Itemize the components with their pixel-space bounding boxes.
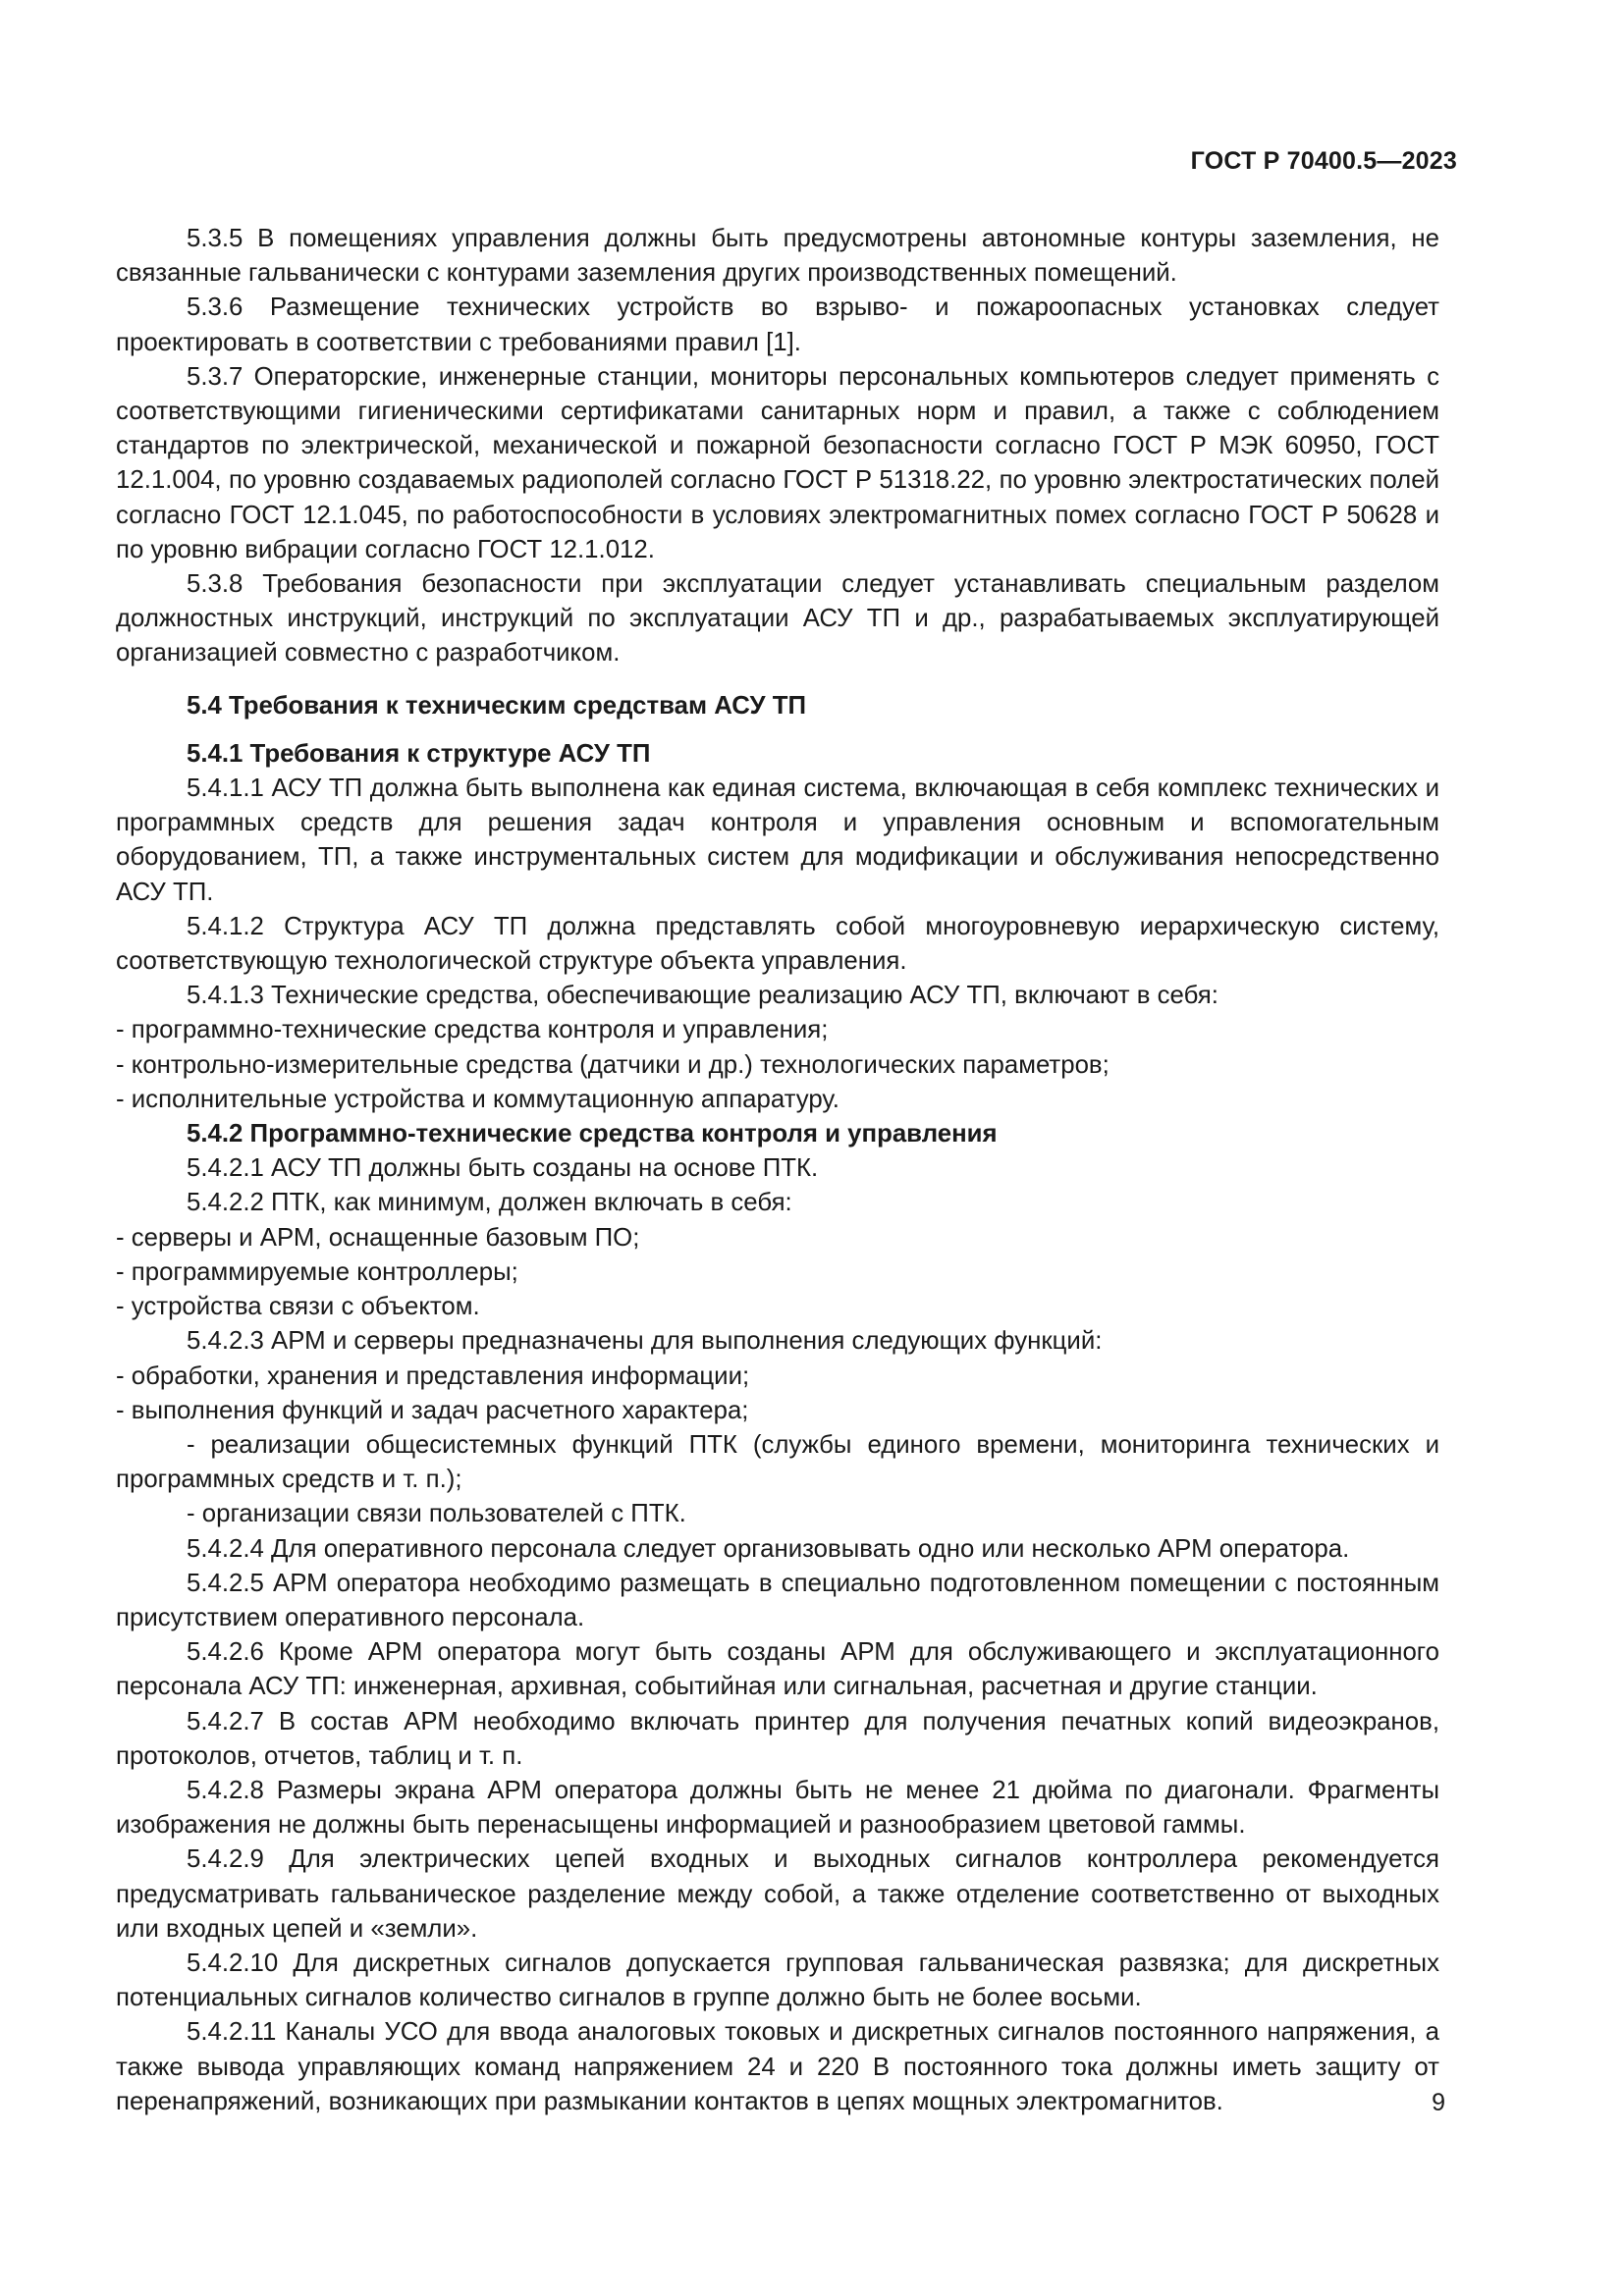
paragraph: 5.4.2.11 Каналы УСО для ввода аналоговых токовых и дискретных сигналов постоянного напряжения, а также вывода управляющих команд напряжением 24 и 220 В постоянного тока должны иметь защиту от перенапряжений, возникающих при размыкании контактов в цепях мощных электромагнитов. [116,2018,1439,2115]
list-item: - программируемые контроллеры; [116,1257,518,1286]
paragraph: 5.3.6 Размещение технических устройств во взрыво- и пожароопасных установках следует проектировать в соответствии с требованиями правил [1]. [116,294,1439,356]
subsection-heading: 5.4.2 Программно-технические средства контроля и управления [187,1120,998,1148]
paragraph: 5.4.2.1 АСУ ТП должны быть созданы на основе ПТК. [187,1154,819,1183]
paragraph: 5.3.8 Требования безопасности при эксплуатации следует устанавливать специальным разделом должностных инструкций, инструкций по эксплуатации АСУ ТП и др., разрабатываемых эксплуатирующей организацией совместно с разработчиком. [116,570,1439,667]
paragraph: 5.4.2.5 АРМ оператора необходимо размещать в специально подготовленном помещении с постоянным присутствием оперативного персонала. [116,1569,1439,1631]
paragraph: 5.4.2.2 ПТК, как минимум, должен включать в себя: [187,1189,792,1217]
list-item: - серверы и АРМ, оснащенные базовым ПО; [116,1223,640,1252]
document-code-header: ГОСТ Р 70400.5—2023 [1190,147,1457,175]
paragraph: 5.3.5 В помещениях управления должны быть предусмотрены автономные контуры заземления, не связанные гальванически с контурами заземления других производственных помещений. [116,225,1439,288]
paragraph: 5.4.2.8 Размеры экрана АРМ оператора должны быть не менее 21 дюйма по диагонали. Фрагменты изображения не должны быть перенасыщены информацией и разнообразием цветовой гаммы. [116,1776,1439,1840]
list-item: - исполнительные устройства и коммутационную аппаратуру. [116,1085,839,1113]
list-item: - контрольно-измерительные средства (датчики и др.) технологических параметров; [116,1050,1110,1079]
paragraph: 5.4.2.9 Для электрических цепей входных и выходных сигналов контроллера рекомендуется предусматривать гальваническое разделение между собой, а также отделение соответственно от выходных или входных цепей и «земли». [116,1845,1439,1943]
paragraph: 5.3.7 Операторские, инженерные станции, мониторы персональных компьютеров следует применять с соответствующими гигиеническими сертификатами санитарных норм и правил, а также с соблюдением стандартов по электрической, механической и пожарной безопасности согласно ГОСТ Р МЭК 60950, ГОСТ 12.1.004, по уровню создаваемых радиополей согласно ГОСТ Р 51318.22, по уровню электростатических полей согласно ГОСТ 12.1.045, по работоспособности в условиях электромагнитных помех согласно ГОСТ Р 50628 и по уровню вибрации согласно ГОСТ 12.1.012. [116,362,1439,563]
paragraph: 5.4.2.10 Для дискретных сигналов допускается групповая гальваническая развязка; для дискретных потенциальных сигналов количество сигналов в группе должно быть не более восьми. [116,1949,1439,2012]
paragraph: 5.4.2.3 АРМ и серверы предназначены для выполнения следующих функций: [187,1327,1103,1356]
list-item: - устройства связи с объектом. [116,1293,480,1321]
section-heading: 5.4 Требования к техническим средствам АСУ ТП [187,691,807,720]
subsection-heading: 5.4.1 Требования к структуре АСУ ТП [187,739,651,768]
list-item: - реализации общесистемных функций ПТК (службы единого времени, мониторинга технических и программных средств и т. п.); [116,1430,1439,1494]
paragraph: 5.4.1.1 АСУ ТП должна быть выполнена как единая система, включающая в себя комплекс технических и программных средств для решения задач контроля и управления основным и вспомогательным оборудованием, ТП, а также инструментальных систем для модификации и обслуживания непосредственно АСУ ТП. [116,774,1439,906]
list-item: - организации связи пользователей с ПТК. [187,1500,686,1528]
paragraph: 5.4.1.2 Структура АСУ ТП должна представлять собой многоуровневую иерархическую систему, соответствующую технологической структуре объекта управления. [116,912,1439,976]
list-item: - программно-технические средства контроля и управления; [116,1016,829,1044]
paragraph: 5.4.1.3 Технические средства, обеспечивающие реализацию АСУ ТП, включают в себя: [187,982,1218,1010]
paragraph: 5.4.2.4 Для оперативного персонала следует организовывать одно или несколько АРМ оператора. [187,1534,1350,1563]
paragraph: 5.4.2.6 Кроме АРМ оператора могут быть созданы АРМ для обслуживающего и эксплуатационного персонала АСУ ТП: инженерная, архивная, событийная или сигнальная, расчетная и другие станции. [116,1638,1439,1701]
document-body [116,222,1439,2119]
list-item: - обработки, хранения и представления информации; [116,1362,750,1390]
list-item: - выполнения функций и задач расчетного характера; [116,1396,749,1424]
page-number: 9 [1432,2089,1445,2116]
paragraph: 5.4.2.7 В состав АРМ необходимо включать принтер для получения печатных копий видеоэкранов, протоколов, отчетов, таблиц и т. п. [116,1707,1439,1770]
